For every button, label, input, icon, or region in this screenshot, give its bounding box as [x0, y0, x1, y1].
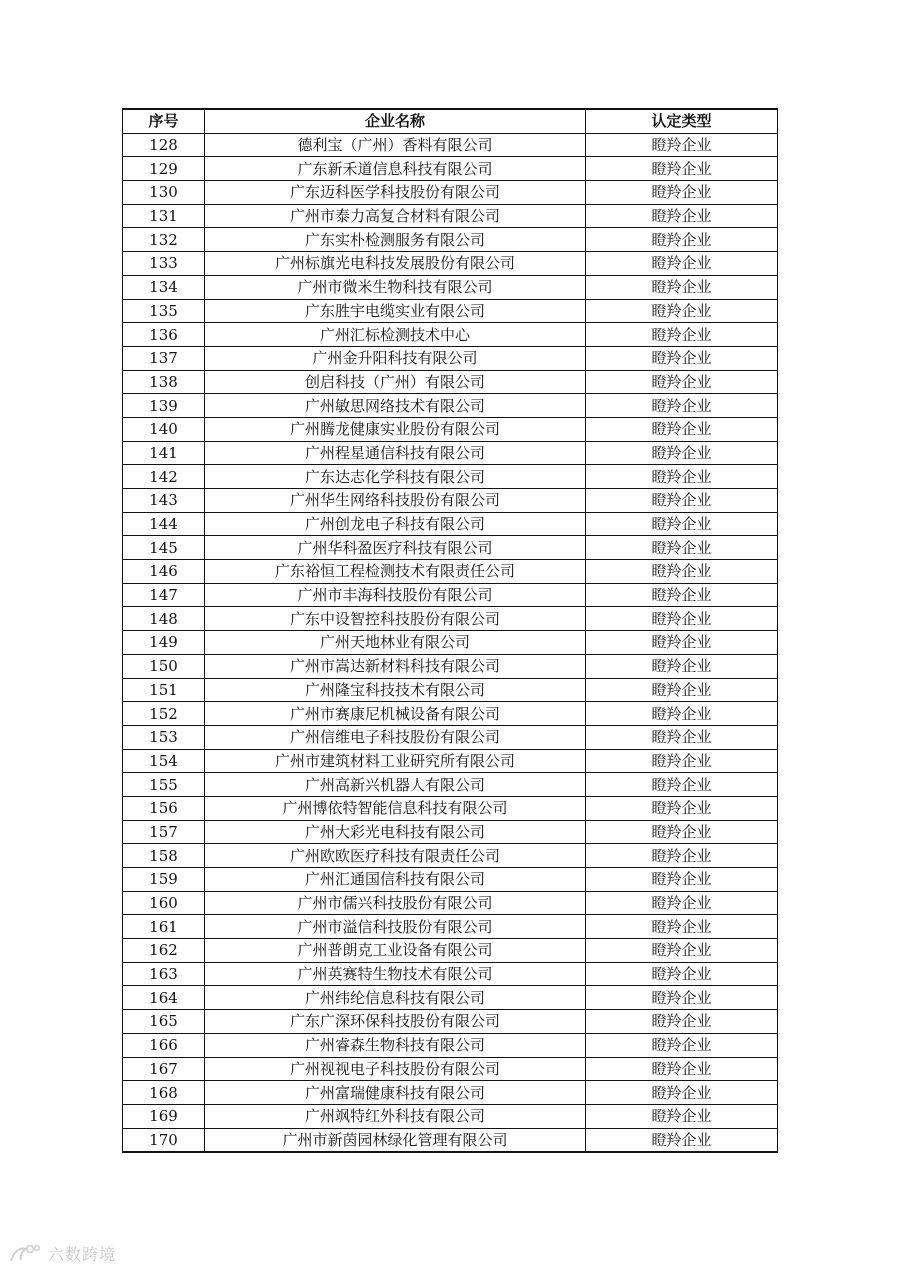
row-certification-type: 瞪羚企业 [586, 773, 778, 797]
row-index: 151 [123, 678, 205, 702]
row-index: 160 [123, 891, 205, 915]
table-row [123, 986, 778, 1010]
row-company-name: 广州标旗光电科技发展股份有限公司 [205, 252, 586, 276]
table-row [123, 820, 778, 844]
row-certification-type: 瞪羚企业 [586, 181, 778, 205]
table-row [123, 228, 778, 252]
table-row [123, 489, 778, 513]
row-index: 156 [123, 796, 205, 820]
row-index: 148 [123, 607, 205, 631]
table-row [123, 1128, 778, 1152]
row-index: 137 [123, 346, 205, 370]
table-row [123, 394, 778, 418]
row-company-name: 广州市溢信科技股份有限公司 [205, 915, 586, 939]
row-index: 162 [123, 939, 205, 963]
row-index: 133 [123, 252, 205, 276]
row-certification-type: 瞪羚企业 [586, 986, 778, 1010]
row-index: 129 [123, 157, 205, 181]
row-index: 155 [123, 773, 205, 797]
row-index: 134 [123, 275, 205, 299]
row-index: 153 [123, 725, 205, 749]
row-certification-type: 瞪羚企业 [586, 299, 778, 323]
table-row [123, 1033, 778, 1057]
row-index: 147 [123, 583, 205, 607]
row-certification-type: 瞪羚企业 [586, 1104, 778, 1128]
row-certification-type: 瞪羚企业 [586, 1057, 778, 1081]
row-index: 161 [123, 915, 205, 939]
row-company-name: 广东胜宇电缆实业有限公司 [205, 299, 586, 323]
row-company-name: 广州信维电子科技股份有限公司 [205, 725, 586, 749]
table-row [123, 891, 778, 915]
table-row [123, 678, 778, 702]
table-row [123, 323, 778, 347]
row-company-name: 广州欧欧医疗科技有限责任公司 [205, 844, 586, 868]
row-company-name: 广州汇标检测技术中心 [205, 323, 586, 347]
enterprise-table [122, 108, 778, 1153]
row-company-name: 广州市嵩达新材料科技有限公司 [205, 654, 586, 678]
table-row [123, 417, 778, 441]
table-row [123, 773, 778, 797]
table-row [123, 844, 778, 868]
row-company-name: 广州隆宝科技技术有限公司 [205, 678, 586, 702]
row-certification-type: 瞪羚企业 [586, 868, 778, 892]
table-row [123, 939, 778, 963]
row-certification-type: 瞪羚企业 [586, 702, 778, 726]
row-certification-type: 瞪羚企业 [586, 915, 778, 939]
header-index: 序号 [123, 109, 205, 133]
row-index: 140 [123, 417, 205, 441]
row-company-name: 广东达志化学科技有限公司 [205, 465, 586, 489]
row-certification-type: 瞪羚企业 [586, 583, 778, 607]
header-company-name: 企业名称 [205, 109, 586, 133]
row-certification-type: 瞪羚企业 [586, 891, 778, 915]
row-index: 168 [123, 1081, 205, 1105]
table-row [123, 512, 778, 536]
row-certification-type: 瞪羚企业 [586, 252, 778, 276]
row-index: 154 [123, 749, 205, 773]
row-index: 131 [123, 204, 205, 228]
table-row [123, 654, 778, 678]
row-certification-type: 瞪羚企业 [586, 631, 778, 655]
row-company-name: 广州市泰力高复合材料有限公司 [205, 204, 586, 228]
row-index: 165 [123, 1010, 205, 1034]
row-index: 139 [123, 394, 205, 418]
row-certification-type: 瞪羚企业 [586, 157, 778, 181]
table-row [123, 1010, 778, 1034]
table-row [123, 204, 778, 228]
row-company-name: 广东实朴检测服务有限公司 [205, 228, 586, 252]
row-index: 144 [123, 512, 205, 536]
row-certification-type: 瞪羚企业 [586, 275, 778, 299]
table-row [123, 702, 778, 726]
table-header-row [123, 109, 778, 133]
table-row [123, 275, 778, 299]
table-row [123, 915, 778, 939]
row-company-name: 广州华生网络科技股份有限公司 [205, 489, 586, 513]
row-index: 159 [123, 868, 205, 892]
row-certification-type: 瞪羚企业 [586, 1081, 778, 1105]
row-company-name: 广州视视电子科技股份有限公司 [205, 1057, 586, 1081]
row-index: 149 [123, 631, 205, 655]
table-row [123, 631, 778, 655]
row-index: 169 [123, 1104, 205, 1128]
row-certification-type: 瞪羚企业 [586, 370, 778, 394]
row-index: 135 [123, 299, 205, 323]
table-row [123, 607, 778, 631]
row-certification-type: 瞪羚企业 [586, 962, 778, 986]
row-certification-type: 瞪羚企业 [586, 228, 778, 252]
table-row [123, 465, 778, 489]
row-index: 170 [123, 1128, 205, 1152]
row-certification-type: 瞪羚企业 [586, 820, 778, 844]
row-certification-type: 瞪羚企业 [586, 939, 778, 963]
row-index: 143 [123, 489, 205, 513]
table-row [123, 133, 778, 157]
row-index: 132 [123, 228, 205, 252]
table-row [123, 299, 778, 323]
row-certification-type: 瞪羚企业 [586, 796, 778, 820]
row-certification-type: 瞪羚企业 [586, 417, 778, 441]
row-certification-type: 瞪羚企业 [586, 323, 778, 347]
row-index: 146 [123, 560, 205, 584]
watermark [8, 1242, 116, 1265]
table-row [123, 868, 778, 892]
table-row [123, 725, 778, 749]
table-row [123, 1104, 778, 1128]
row-certification-type: 瞪羚企业 [586, 465, 778, 489]
row-company-name: 广州华科盈医疗科技有限公司 [205, 536, 586, 560]
row-index: 136 [123, 323, 205, 347]
row-company-name: 广州纬纶信息科技有限公司 [205, 986, 586, 1010]
table-row [123, 157, 778, 181]
row-company-name: 广州市微米生物科技有限公司 [205, 275, 586, 299]
row-company-name: 德利宝（广州）香料有限公司 [205, 133, 586, 157]
row-company-name: 创启科技（广州）有限公司 [205, 370, 586, 394]
row-index: 163 [123, 962, 205, 986]
row-company-name: 广州敏思网络技术有限公司 [205, 394, 586, 418]
row-certification-type: 瞪羚企业 [586, 489, 778, 513]
table-row [123, 441, 778, 465]
table-row [123, 252, 778, 276]
row-certification-type: 瞪羚企业 [586, 133, 778, 157]
row-certification-type: 瞪羚企业 [586, 1128, 778, 1152]
row-index: 152 [123, 702, 205, 726]
row-company-name: 广州市丰海科技股份有限公司 [205, 583, 586, 607]
table-row [123, 1081, 778, 1105]
row-company-name: 广州创龙电子科技有限公司 [205, 512, 586, 536]
row-index: 130 [123, 181, 205, 205]
row-index: 164 [123, 986, 205, 1010]
row-company-name: 广州富瑞健康科技有限公司 [205, 1081, 586, 1105]
bird-logo-icon [8, 1243, 42, 1265]
table-row [123, 749, 778, 773]
row-company-name: 广州普朗克工业设备有限公司 [205, 939, 586, 963]
row-certification-type: 瞪羚企业 [586, 1033, 778, 1057]
row-certification-type: 瞪羚企业 [586, 654, 778, 678]
row-index: 157 [123, 820, 205, 844]
row-certification-type: 瞪羚企业 [586, 678, 778, 702]
row-certification-type: 瞪羚企业 [586, 441, 778, 465]
table-row [123, 560, 778, 584]
row-company-name: 广州高新兴机器人有限公司 [205, 773, 586, 797]
table-row [123, 346, 778, 370]
row-certification-type: 瞪羚企业 [586, 536, 778, 560]
row-index: 142 [123, 465, 205, 489]
row-company-name: 广州睿森生物科技有限公司 [205, 1033, 586, 1057]
row-company-name: 广州大彩光电科技有限公司 [205, 820, 586, 844]
table-row [123, 796, 778, 820]
row-index: 145 [123, 536, 205, 560]
header-certification-type: 认定类型 [586, 109, 778, 133]
row-company-name: 广东裕恒工程检测技术有限责任公司 [205, 560, 586, 584]
row-company-name: 广州博依特智能信息科技有限公司 [205, 796, 586, 820]
row-company-name: 广东中设智控科技股份有限公司 [205, 607, 586, 631]
row-company-name: 广州金升阳科技有限公司 [205, 346, 586, 370]
row-company-name: 广州程星通信科技有限公司 [205, 441, 586, 465]
row-certification-type: 瞪羚企业 [586, 749, 778, 773]
row-company-name: 广东新禾道信息科技有限公司 [205, 157, 586, 181]
row-index: 166 [123, 1033, 205, 1057]
table-row [123, 536, 778, 560]
row-company-name: 广州市赛康尼机械设备有限公司 [205, 702, 586, 726]
row-company-name: 广东迈科医学科技股份有限公司 [205, 181, 586, 205]
row-index: 158 [123, 844, 205, 868]
row-company-name: 广州天地林业有限公司 [205, 631, 586, 655]
row-certification-type: 瞪羚企业 [586, 394, 778, 418]
row-certification-type: 瞪羚企业 [586, 346, 778, 370]
row-company-name: 广州市新茵园林绿化管理有限公司 [205, 1128, 586, 1152]
table-row [123, 583, 778, 607]
row-index: 138 [123, 370, 205, 394]
row-certification-type: 瞪羚企业 [586, 844, 778, 868]
watermark-text: 六数跨境 [48, 1245, 117, 1264]
row-certification-type: 瞪羚企业 [586, 725, 778, 749]
table-row [123, 370, 778, 394]
row-company-name: 广州市建筑材料工业研究所有限公司 [205, 749, 586, 773]
row-company-name: 广州汇通国信科技有限公司 [205, 868, 586, 892]
row-certification-type: 瞪羚企业 [586, 560, 778, 584]
table-row [123, 962, 778, 986]
row-index: 128 [123, 133, 205, 157]
row-certification-type: 瞪羚企业 [586, 512, 778, 536]
row-index: 141 [123, 441, 205, 465]
row-company-name: 广州市儒兴科技股份有限公司 [205, 891, 586, 915]
row-company-name: 广州英赛特生物技术有限公司 [205, 962, 586, 986]
table-row [123, 181, 778, 205]
row-company-name: 广州腾龙健康实业股份有限公司 [205, 417, 586, 441]
table-body [123, 133, 778, 1152]
row-index: 150 [123, 654, 205, 678]
row-company-name: 广州飒特红外科技有限公司 [205, 1104, 586, 1128]
row-index: 167 [123, 1057, 205, 1081]
row-certification-type: 瞪羚企业 [586, 607, 778, 631]
table-row [123, 1057, 778, 1081]
row-company-name: 广东广深环保科技股份有限公司 [205, 1010, 586, 1034]
row-certification-type: 瞪羚企业 [586, 204, 778, 228]
row-certification-type: 瞪羚企业 [586, 1010, 778, 1034]
